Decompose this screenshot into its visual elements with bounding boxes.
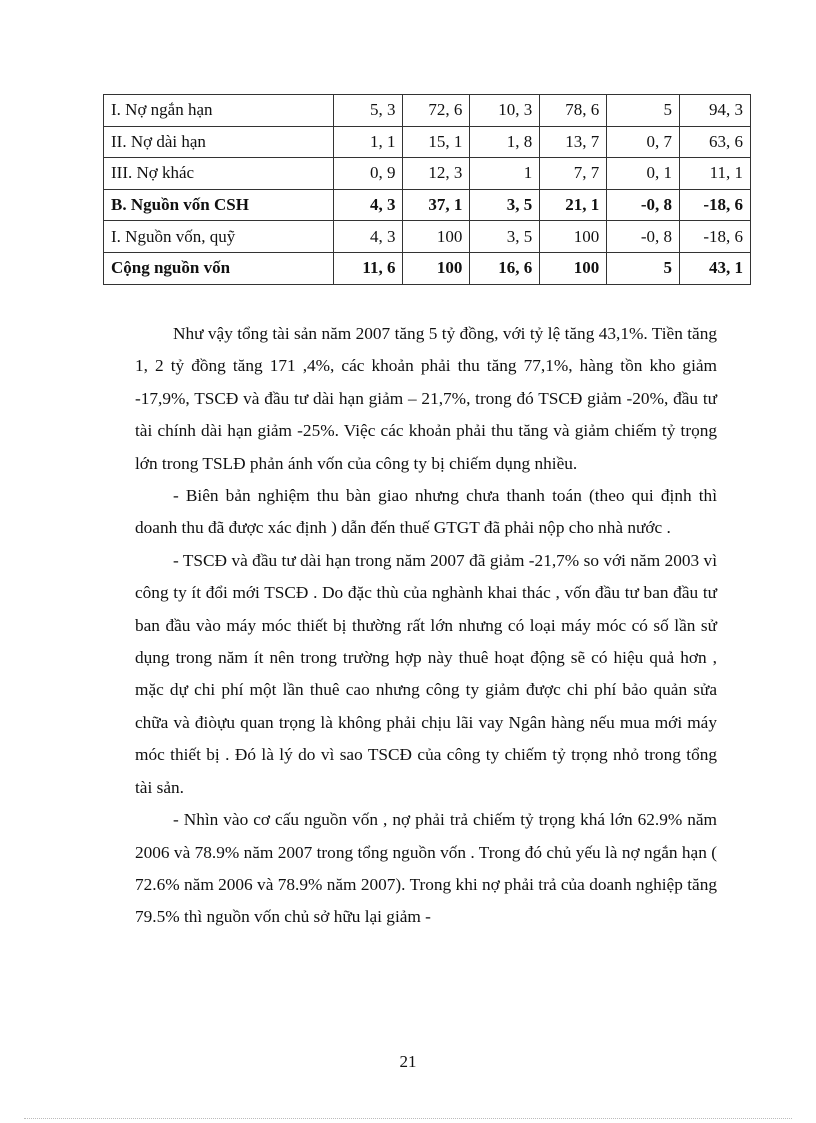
table-cell: 5 — [607, 95, 680, 127]
table-row — [104, 158, 751, 190]
table-cell: 11, 6 — [333, 252, 403, 284]
table-cell: 21, 1 — [540, 189, 607, 221]
table-cell: 0, 1 — [607, 158, 680, 190]
row-label: III. Nợ khác — [104, 158, 334, 190]
table-cell: 11, 1 — [680, 158, 751, 190]
table-cell: 5, 3 — [333, 95, 403, 127]
table-cell: -0, 8 — [607, 189, 680, 221]
table-cell: -18, 6 — [680, 221, 751, 253]
table-cell: 100 — [540, 221, 607, 253]
page-number: 21 — [399, 1052, 417, 1071]
table-cell: 7, 7 — [540, 158, 607, 190]
body-text — [135, 318, 717, 934]
table-row — [104, 252, 751, 284]
table-row — [104, 189, 751, 221]
row-label: B. Nguồn vốn CSH — [104, 189, 334, 221]
paragraph: - TSCĐ và đầu tư dài hạn trong năm 2007 đã giảm -21,7% so với năm 2003 vì công ty ít đổi mới TSCĐ . Do đặc thù của nghành khai thác , vốn đầu tư ban đầu tư ban đầu vào máy móc thiết bị thường rất lớn nhưng có loại máy móc có số lần sử dụng trong năm ít nên trong trường hợp này thuê hoạt động sẽ có hiệu quả hơn , mặc dự chi phí một lần thuê cao nhưng công ty giảm được chi phí bảo quản sửa chữa và điòựu quan trọng là không phải chịu lãi vay Ngân hàng nếu mua mới máy móc thiết bị . Đó là lý do vì sao TSCĐ của công ty chiếm tỷ trọng nhỏ trong tổng tài sản. — [135, 550, 717, 797]
table-row — [104, 95, 751, 127]
table-cell: 1 — [470, 158, 540, 190]
table-cell: 100 — [540, 252, 607, 284]
table-cell: 10, 3 — [470, 95, 540, 127]
table-cell: 100 — [403, 252, 470, 284]
paragraph: - Nhìn vào cơ cấu nguồn vốn , nợ phải trả chiếm tỷ trọng khá lớn 62.9% năm 2006 và 78.9% năm 2007 trong tổng nguồn vốn . Trong đó chủ yếu là nợ ngắn hạn ( 72.6% năm 2006 và 78.9% năm 2007). Trong khi nợ phải trả của doanh nghiệp tăng 79.5% thì nguồn vốn chủ sở hữu lại giảm - — [135, 810, 717, 927]
table-cell: 13, 7 — [540, 126, 607, 158]
row-label: I. Nợ ngắn hạn — [104, 95, 334, 127]
table-cell: 4, 3 — [333, 189, 403, 221]
row-label: Cộng nguồn vốn — [104, 252, 334, 284]
table-cell: 3, 5 — [470, 189, 540, 221]
table-cell: 3, 5 — [470, 221, 540, 253]
row-label: II. Nợ dài hạn — [104, 126, 334, 158]
table-cell: 0, 9 — [333, 158, 403, 190]
table-cell: 12, 3 — [403, 158, 470, 190]
table-cell: 72, 6 — [403, 95, 470, 127]
table-cell: 4, 3 — [333, 221, 403, 253]
table-cell: 1, 8 — [470, 126, 540, 158]
table-cell: 15, 1 — [403, 126, 470, 158]
table-cell: 0, 7 — [607, 126, 680, 158]
table-cell: 5 — [607, 252, 680, 284]
capital-structure-table — [103, 94, 751, 285]
table-cell: -0, 8 — [607, 221, 680, 253]
table-cell: 37, 1 — [403, 189, 470, 221]
paragraph: Như vậy tổng tài sản năm 2007 tăng 5 tỷ đồng, với tỷ lệ tăng 43,1%. Tiền tăng 1, 2 tỷ đồng tăng 171 ,4%, các khoản phải thu tăng 77,1%, hàng tồn kho giảm -17,9%, TSCĐ và đầu tư dài hạn giảm – 21,7%, trong đó TSCĐ giảm -20%, đầu tư tài chính dài hạn giảm -25%. Việc các khoản phải thu tăng và giảm chiếm tỷ trọng lớn trong TSLĐ phản ánh vốn của công ty bị chiếm dụng nhiều. — [135, 324, 717, 473]
table-row — [104, 126, 751, 158]
table-cell: -18, 6 — [680, 189, 751, 221]
footer-divider — [24, 1118, 792, 1119]
table-cell: 78, 6 — [540, 95, 607, 127]
paragraph: - Biên bản nghiệm thu bàn giao nhưng chưa thanh toán (theo qui định thì doanh thu đã được xác định ) dẫn đến thuế GTGT đã phải nộp cho nhà nước . — [135, 486, 717, 538]
table-cell: 63, 6 — [680, 126, 751, 158]
table-cell: 100 — [403, 221, 470, 253]
row-label: I. Nguồn vốn, quỹ — [104, 221, 334, 253]
table-cell: 94, 3 — [680, 95, 751, 127]
table-cell: 43, 1 — [680, 252, 751, 284]
table-cell: 1, 1 — [333, 126, 403, 158]
table-cell: 16, 6 — [470, 252, 540, 284]
table-row — [104, 221, 751, 253]
